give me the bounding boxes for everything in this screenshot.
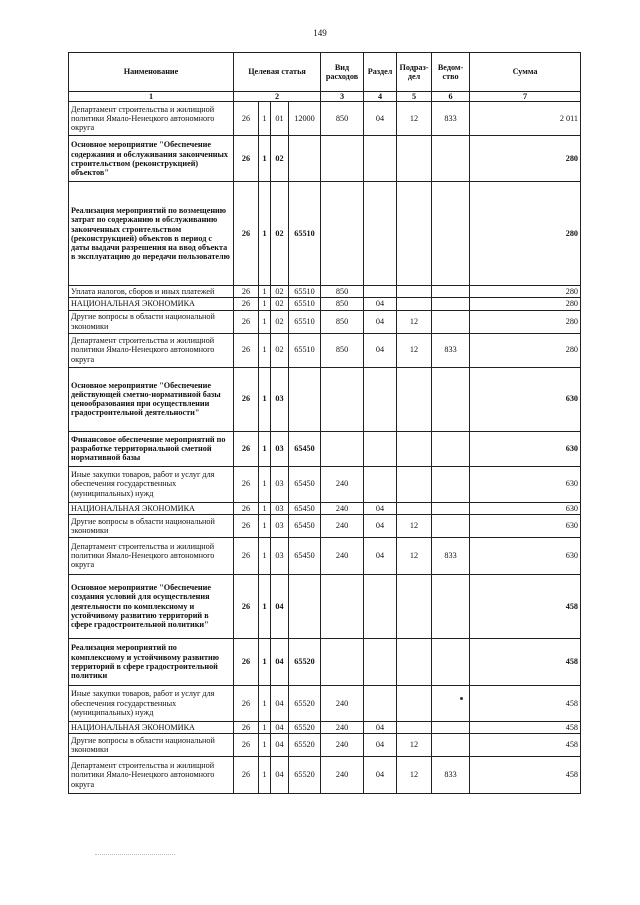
cell-target-program: 26 bbox=[234, 514, 259, 537]
cell-section bbox=[364, 286, 397, 298]
cell-target-event: 02 bbox=[271, 310, 289, 333]
table-row bbox=[69, 286, 581, 298]
cell-section: 04 bbox=[364, 298, 397, 310]
cell-target-program: 26 bbox=[234, 310, 259, 333]
cell-sum: 630 bbox=[470, 367, 581, 431]
cell-department bbox=[432, 136, 470, 182]
table-row bbox=[69, 333, 581, 367]
cell-target-subprogram: 1 bbox=[259, 136, 271, 182]
cell-target-event: 04 bbox=[271, 756, 289, 793]
cell-department: 833 bbox=[432, 102, 470, 136]
cell-name: Реализация мероприятий по комплексному и устойчивому развитию территорий в сфере градостроительной политики bbox=[69, 638, 234, 685]
cell-subsection bbox=[397, 182, 432, 286]
cell-section bbox=[364, 685, 397, 721]
cell-subsection bbox=[397, 431, 432, 466]
cell-expense-type: 850 bbox=[321, 298, 364, 310]
table-row bbox=[69, 733, 581, 756]
cell-section bbox=[364, 136, 397, 182]
cell-target-direction: 12000 bbox=[289, 102, 321, 136]
cell-department bbox=[432, 685, 470, 721]
cell-expense-type: 240 bbox=[321, 537, 364, 574]
header-dept: Ведом-ство bbox=[432, 53, 470, 92]
cell-target-event: 04 bbox=[271, 685, 289, 721]
cell-department bbox=[432, 298, 470, 310]
header-name: Наименование bbox=[69, 53, 234, 92]
scan-speck bbox=[460, 697, 463, 700]
cell-target-direction: 65520 bbox=[289, 685, 321, 721]
cell-target-event: 03 bbox=[271, 431, 289, 466]
cell-section: 04 bbox=[364, 537, 397, 574]
cell-name: НАЦИОНАЛЬНАЯ ЭКОНОМИКА bbox=[69, 721, 234, 733]
table-row bbox=[69, 537, 581, 574]
cell-section: 04 bbox=[364, 514, 397, 537]
table-row bbox=[69, 136, 581, 182]
cell-expense-type: 240 bbox=[321, 466, 364, 502]
cell-target-event: 02 bbox=[271, 182, 289, 286]
cell-target-program: 26 bbox=[234, 721, 259, 733]
cell-target-program: 26 bbox=[234, 537, 259, 574]
cell-target-program: 26 bbox=[234, 102, 259, 136]
cell-target-subprogram: 1 bbox=[259, 638, 271, 685]
cell-section bbox=[364, 574, 397, 638]
cell-sum: 458 bbox=[470, 733, 581, 756]
cell-target-direction: 65450 bbox=[289, 466, 321, 502]
cell-name: Основное мероприятие "Обеспечение содержания и обслуживания законченных строительством (реконструкцией) объектов" bbox=[69, 136, 234, 182]
cell-expense-type bbox=[321, 574, 364, 638]
cell-sum: 280 bbox=[470, 136, 581, 182]
cell-target-direction bbox=[289, 574, 321, 638]
table-row bbox=[69, 298, 581, 310]
table-row bbox=[69, 638, 581, 685]
cell-subsection: 12 bbox=[397, 756, 432, 793]
table-row bbox=[69, 721, 581, 733]
cell-expense-type: 850 bbox=[321, 102, 364, 136]
cell-sum: 280 bbox=[470, 333, 581, 367]
col-number: 1 bbox=[69, 92, 234, 102]
cell-target-direction: 65450 bbox=[289, 502, 321, 514]
cell-target-subprogram: 1 bbox=[259, 367, 271, 431]
cell-name: Другие вопросы в области национальной экономики bbox=[69, 733, 234, 756]
cell-expense-type: 240 bbox=[321, 514, 364, 537]
cell-subsection bbox=[397, 574, 432, 638]
cell-name: Иные закупки товаров, работ и услуг для обеспечения государственных (муниципальных) нужд bbox=[69, 466, 234, 502]
cell-sum: 2 011 bbox=[470, 102, 581, 136]
cell-target-event: 04 bbox=[271, 733, 289, 756]
cell-expense-type bbox=[321, 182, 364, 286]
cell-target-event: 03 bbox=[271, 514, 289, 537]
cell-subsection bbox=[397, 136, 432, 182]
cell-department bbox=[432, 502, 470, 514]
column-number-row bbox=[69, 92, 581, 102]
cell-expense-type: 240 bbox=[321, 733, 364, 756]
cell-target-program: 26 bbox=[234, 333, 259, 367]
scan-footer-marks bbox=[95, 854, 175, 875]
cell-subsection bbox=[397, 638, 432, 685]
cell-name: Иные закупки товаров, работ и услуг для обеспечения государственных (муниципальных) нужд bbox=[69, 685, 234, 721]
cell-target-direction bbox=[289, 367, 321, 431]
cell-sum: 458 bbox=[470, 685, 581, 721]
cell-subsection: 12 bbox=[397, 514, 432, 537]
cell-subsection bbox=[397, 466, 432, 502]
cell-subsection: 12 bbox=[397, 102, 432, 136]
cell-target-event: 03 bbox=[271, 367, 289, 431]
cell-expense-type bbox=[321, 431, 364, 466]
cell-sum: 280 bbox=[470, 298, 581, 310]
cell-target-direction bbox=[289, 136, 321, 182]
table-row bbox=[69, 756, 581, 793]
cell-name: НАЦИОНАЛЬНАЯ ЭКОНОМИКА bbox=[69, 298, 234, 310]
cell-department bbox=[432, 310, 470, 333]
col-number: 6 bbox=[432, 92, 470, 102]
header-row bbox=[69, 53, 581, 92]
cell-target-direction: 65520 bbox=[289, 638, 321, 685]
cell-department bbox=[432, 466, 470, 502]
cell-target-direction: 65510 bbox=[289, 286, 321, 298]
cell-target-program: 26 bbox=[234, 574, 259, 638]
cell-subsection bbox=[397, 685, 432, 721]
cell-sum: 458 bbox=[470, 721, 581, 733]
cell-target-subprogram: 1 bbox=[259, 733, 271, 756]
cell-target-program: 26 bbox=[234, 182, 259, 286]
col-number: 3 bbox=[321, 92, 364, 102]
cell-expense-type: 850 bbox=[321, 333, 364, 367]
cell-department bbox=[432, 574, 470, 638]
cell-target-subprogram: 1 bbox=[259, 685, 271, 721]
header-subsection: Подраз-дел bbox=[397, 53, 432, 92]
cell-sum: 630 bbox=[470, 514, 581, 537]
table-row bbox=[69, 182, 581, 286]
cell-target-subprogram: 1 bbox=[259, 502, 271, 514]
cell-target-subprogram: 1 bbox=[259, 756, 271, 793]
cell-target-program: 26 bbox=[234, 367, 259, 431]
cell-department bbox=[432, 721, 470, 733]
cell-sum: 630 bbox=[470, 502, 581, 514]
cell-target-program: 26 bbox=[234, 685, 259, 721]
header-sum: Сумма bbox=[470, 53, 581, 92]
cell-target-subprogram: 1 bbox=[259, 574, 271, 638]
col-number: 4 bbox=[364, 92, 397, 102]
cell-section bbox=[364, 638, 397, 685]
header-target: Целевая статья bbox=[234, 53, 321, 92]
table-row bbox=[69, 574, 581, 638]
cell-target-direction: 65510 bbox=[289, 310, 321, 333]
col-number: 7 bbox=[470, 92, 581, 102]
cell-target-program: 26 bbox=[234, 502, 259, 514]
cell-expense-type bbox=[321, 136, 364, 182]
cell-target-subprogram: 1 bbox=[259, 102, 271, 136]
cell-department bbox=[432, 638, 470, 685]
cell-subsection: 12 bbox=[397, 537, 432, 574]
cell-target-event: 02 bbox=[271, 136, 289, 182]
cell-department bbox=[432, 733, 470, 756]
cell-expense-type: 240 bbox=[321, 685, 364, 721]
cell-subsection bbox=[397, 286, 432, 298]
cell-name: Основное мероприятие "Обеспечение создания условий для осуществления деятельности по комплексному и устойчивому развитию территорий в сфере градостроительной политики" bbox=[69, 574, 234, 638]
cell-expense-type: 240 bbox=[321, 721, 364, 733]
cell-target-direction: 65450 bbox=[289, 537, 321, 574]
col-number: 2 bbox=[234, 92, 321, 102]
cell-target-program: 26 bbox=[234, 286, 259, 298]
cell-section bbox=[364, 367, 397, 431]
cell-subsection: 12 bbox=[397, 333, 432, 367]
cell-name: Департамент строительства и жилищной политики Ямало-Ненецкого автономного округа bbox=[69, 102, 234, 136]
cell-target-event: 04 bbox=[271, 638, 289, 685]
cell-name: Основное мероприятие "Обеспечение действующей сметно-нормативной базы ценообразования при осуществлении градостроительной деятельности" bbox=[69, 367, 234, 431]
cell-target-event: 02 bbox=[271, 298, 289, 310]
cell-department: 833 bbox=[432, 537, 470, 574]
cell-target-event: 02 bbox=[271, 286, 289, 298]
cell-target-subprogram: 1 bbox=[259, 431, 271, 466]
cell-target-subprogram: 1 bbox=[259, 298, 271, 310]
cell-section: 04 bbox=[364, 102, 397, 136]
cell-sum: 458 bbox=[470, 638, 581, 685]
cell-expense-type: 240 bbox=[321, 502, 364, 514]
cell-target-subprogram: 1 bbox=[259, 721, 271, 733]
table-row bbox=[69, 466, 581, 502]
cell-subsection bbox=[397, 298, 432, 310]
table-row bbox=[69, 310, 581, 333]
cell-name: Уплата налогов, сборов и иных платежей bbox=[69, 286, 234, 298]
cell-target-subprogram: 1 bbox=[259, 182, 271, 286]
cell-department bbox=[432, 286, 470, 298]
cell-target-event: 01 bbox=[271, 102, 289, 136]
cell-sum: 630 bbox=[470, 466, 581, 502]
cell-expense-type: 850 bbox=[321, 286, 364, 298]
cell-department bbox=[432, 514, 470, 537]
cell-target-subprogram: 1 bbox=[259, 310, 271, 333]
page-number: 149 bbox=[313, 28, 327, 38]
cell-target-direction: 65510 bbox=[289, 333, 321, 367]
cell-department bbox=[432, 431, 470, 466]
cell-target-direction: 65510 bbox=[289, 182, 321, 286]
cell-expense-type bbox=[321, 638, 364, 685]
cell-name: Департамент строительства и жилищной политики Ямало-Ненецкого автономного округа bbox=[69, 537, 234, 574]
budget-table bbox=[68, 52, 581, 794]
cell-target-program: 26 bbox=[234, 733, 259, 756]
table-row bbox=[69, 685, 581, 721]
cell-target-event: 04 bbox=[271, 721, 289, 733]
cell-subsection bbox=[397, 502, 432, 514]
cell-sum: 280 bbox=[470, 182, 581, 286]
table-row bbox=[69, 367, 581, 431]
cell-name: Реализация мероприятий по возмещению затрат по содержанию и обслуживанию законченных строительством (реконструкцией) объектов в период с даты выдачи разрешения на ввод объекта в эксплуатацию до передачи пользователю bbox=[69, 182, 234, 286]
cell-name: Другие вопросы в области национальной экономики bbox=[69, 514, 234, 537]
header-section: Раздел bbox=[364, 53, 397, 92]
table-row bbox=[69, 514, 581, 537]
cell-sum: 458 bbox=[470, 756, 581, 793]
cell-target-direction: 65510 bbox=[289, 298, 321, 310]
table-row bbox=[69, 431, 581, 466]
cell-section bbox=[364, 182, 397, 286]
cell-target-subprogram: 1 bbox=[259, 286, 271, 298]
cell-target-program: 26 bbox=[234, 756, 259, 793]
cell-section: 04 bbox=[364, 733, 397, 756]
cell-department bbox=[432, 367, 470, 431]
cell-name: Департамент строительства и жилищной политики Ямало-Ненецкого автономного округа bbox=[69, 756, 234, 793]
cell-department: 833 bbox=[432, 333, 470, 367]
cell-name: Другие вопросы в области национальной экономики bbox=[69, 310, 234, 333]
cell-target-program: 26 bbox=[234, 136, 259, 182]
cell-sum: 280 bbox=[470, 286, 581, 298]
cell-target-event: 02 bbox=[271, 333, 289, 367]
cell-section: 04 bbox=[364, 502, 397, 514]
cell-target-program: 26 bbox=[234, 431, 259, 466]
cell-target-direction: 65520 bbox=[289, 721, 321, 733]
cell-sum: 458 bbox=[470, 574, 581, 638]
cell-expense-type bbox=[321, 367, 364, 431]
cell-target-subprogram: 1 bbox=[259, 333, 271, 367]
cell-section bbox=[364, 466, 397, 502]
cell-sum: 280 bbox=[470, 310, 581, 333]
cell-sum: 630 bbox=[470, 431, 581, 466]
cell-section: 04 bbox=[364, 310, 397, 333]
cell-target-subprogram: 1 bbox=[259, 466, 271, 502]
cell-target-event: 03 bbox=[271, 502, 289, 514]
cell-target-subprogram: 1 bbox=[259, 537, 271, 574]
cell-target-program: 26 bbox=[234, 298, 259, 310]
table-row bbox=[69, 502, 581, 514]
table-row bbox=[69, 102, 581, 136]
cell-target-program: 26 bbox=[234, 466, 259, 502]
cell-subsection: 12 bbox=[397, 733, 432, 756]
cell-target-direction: 65450 bbox=[289, 514, 321, 537]
cell-target-program: 26 bbox=[234, 638, 259, 685]
cell-target-direction: 65520 bbox=[289, 756, 321, 793]
header-exp-type: Вид расходов bbox=[321, 53, 364, 92]
cell-subsection bbox=[397, 721, 432, 733]
cell-subsection: 12 bbox=[397, 310, 432, 333]
cell-sum: 630 bbox=[470, 537, 581, 574]
cell-department: 833 bbox=[432, 756, 470, 793]
cell-section: 04 bbox=[364, 721, 397, 733]
cell-subsection bbox=[397, 367, 432, 431]
cell-target-event: 03 bbox=[271, 466, 289, 502]
cell-section: 04 bbox=[364, 756, 397, 793]
table-body bbox=[69, 102, 581, 794]
cell-department bbox=[432, 182, 470, 286]
cell-name: Департамент строительства и жилищной политики Ямало-Ненецкого автономного округа bbox=[69, 333, 234, 367]
cell-target-direction: 65450 bbox=[289, 431, 321, 466]
cell-target-event: 04 bbox=[271, 574, 289, 638]
cell-name: НАЦИОНАЛЬНАЯ ЭКОНОМИКА bbox=[69, 502, 234, 514]
cell-target-subprogram: 1 bbox=[259, 514, 271, 537]
cell-section bbox=[364, 431, 397, 466]
cell-section: 04 bbox=[364, 333, 397, 367]
cell-expense-type: 850 bbox=[321, 310, 364, 333]
cell-expense-type: 240 bbox=[321, 756, 364, 793]
cell-name: Финансовое обеспечение мероприятий по разработке территориальной сметной нормативной базы bbox=[69, 431, 234, 466]
col-number: 5 bbox=[397, 92, 432, 102]
cell-target-event: 03 bbox=[271, 537, 289, 574]
cell-target-direction: 65520 bbox=[289, 733, 321, 756]
